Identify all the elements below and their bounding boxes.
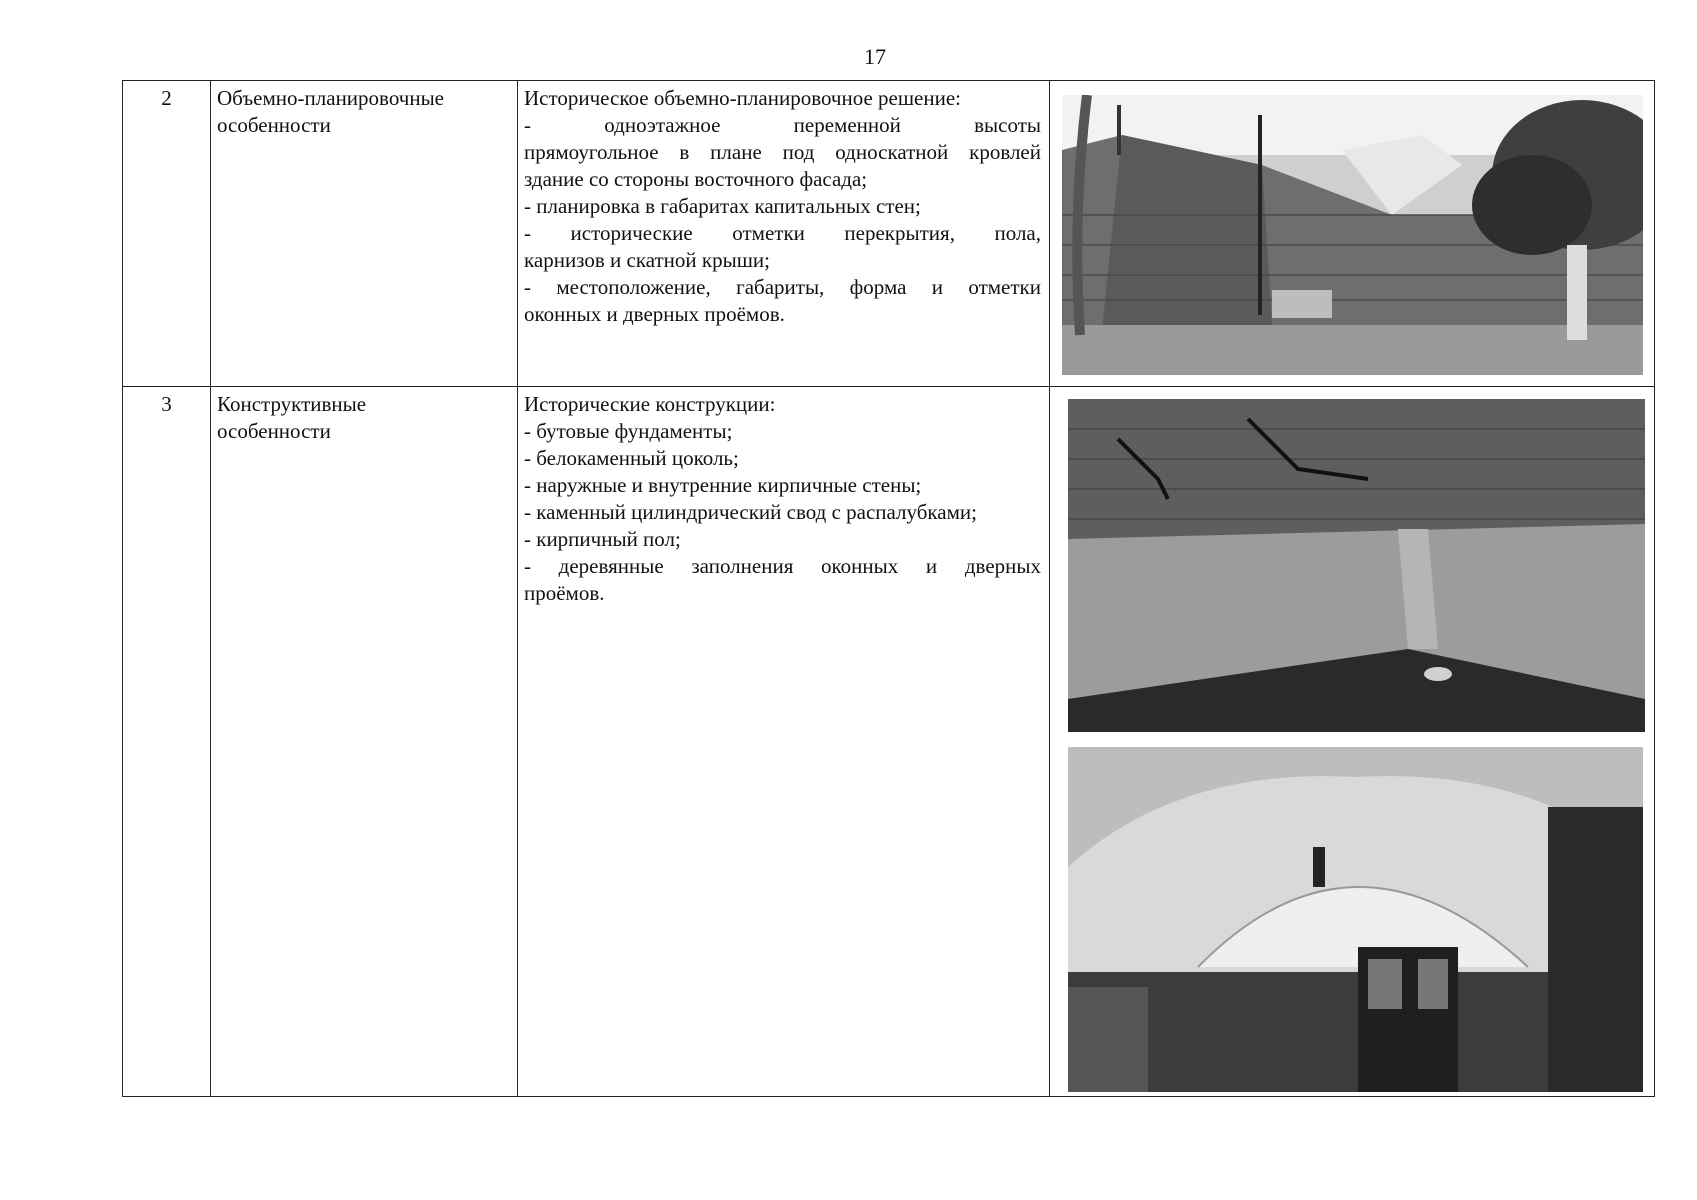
row-number: 2 [123,81,211,387]
description-line: - белокаменный цоколь; [524,446,739,470]
description-line: - планировка в габаритах капитальных стен; [524,194,921,218]
description-line: Историческое объемно-планировочное решение: [524,86,961,110]
feature-name [211,81,518,387]
description-line: - кирпичный пол; [524,527,681,551]
page-number: 17 [864,44,886,69]
table-row [123,81,1655,387]
photo-cell [1050,81,1655,387]
feature-description [518,81,1050,387]
row-number: 3 [123,387,211,1097]
description-line: - каменный цилиндрический свод с распалубками; [524,500,977,524]
feature-name [211,387,518,1097]
description-line: здание со стороны восточного фасада; [524,167,868,191]
feature-name-line: особенности [217,113,331,137]
description-line: - деревянные заполнения оконных и дверных [524,554,1041,578]
description-line: - исторические отметки перекрытия, пола, [524,221,1041,245]
feature-name-line: Объемно-планировочные [217,86,445,110]
description-line: - наружные и внутренние кирпичные стены; [524,473,922,497]
description-line: карнизов и скатной крыши; [524,248,770,272]
exterior-wall-photo [1062,95,1643,375]
description-line: проёмов. [524,581,605,605]
description-line: прямоугольное в плане под односкатной кровлей [524,140,1041,164]
table-row [123,387,1655,1097]
vaulted-interior-photo [1068,747,1643,1092]
description-line: - одноэтажное переменной высоты [524,113,1041,137]
description-line: - местоположение, габариты, форма и отметки [524,275,1041,299]
feature-description [518,387,1050,1097]
description-line: Исторические конструкции: [524,392,776,416]
photo-cell [1050,387,1655,1097]
feature-name-line: Конструктивные [217,392,367,416]
description-line: - бутовые фундаменты; [524,419,733,443]
description-line: оконных и дверных проёмов. [524,302,785,326]
feature-name-line: особенности [217,419,331,443]
heritage-features-table [122,80,1655,1097]
wall-and-floor-photo [1068,399,1645,732]
